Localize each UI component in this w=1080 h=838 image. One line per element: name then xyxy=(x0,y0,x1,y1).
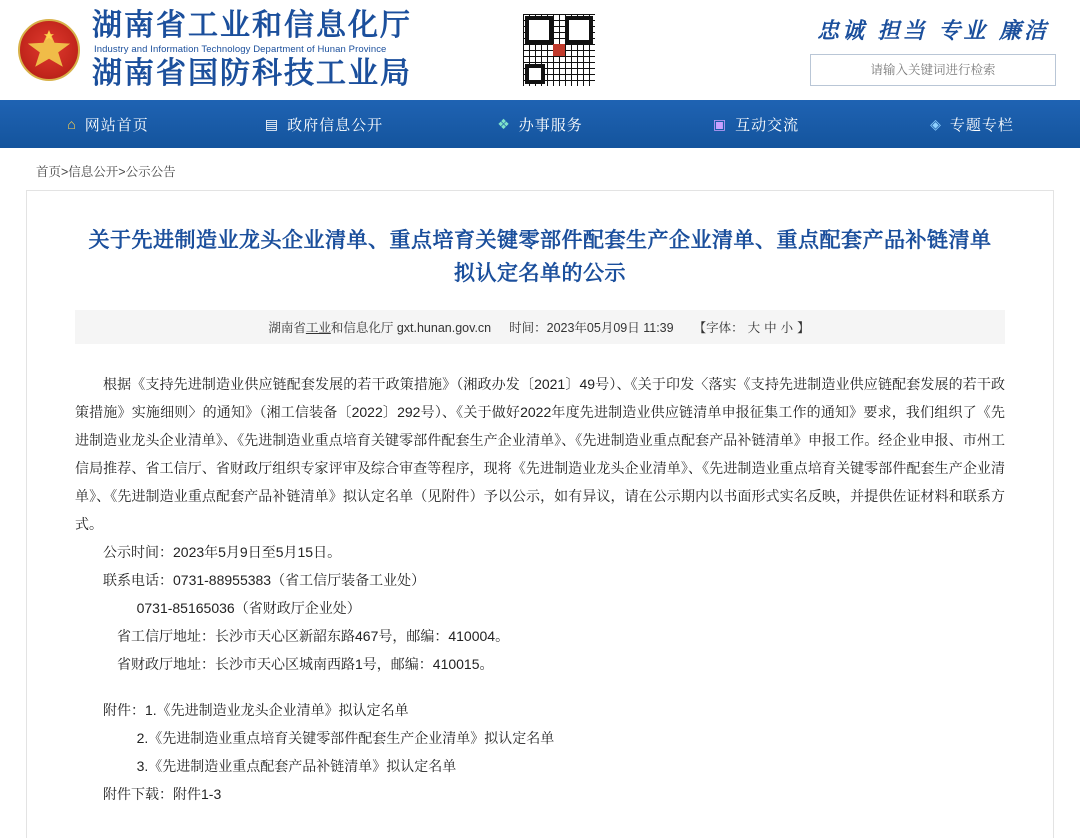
header-right xyxy=(804,14,1062,86)
breadcrumb[interactable]: 首页>信息公开>公示公告 xyxy=(0,148,1080,190)
paragraph-publicity-time: 公示时间：2023年5月9日至5月15日。 xyxy=(103,544,342,561)
chat-icon: ▣ xyxy=(712,116,728,132)
nav-item-home[interactable] xyxy=(0,100,216,148)
page-title: 关于先进制造业龙头企业清单、重点培育关键零部件配套生产企业清单、重点配套产品补链清单拟认定名单的公示 xyxy=(88,229,992,285)
nav-item-gov-info[interactable] xyxy=(216,100,432,148)
main-navigation xyxy=(0,100,1080,148)
org-name-english: Industry and Information Technology Department of Hunan Province xyxy=(94,44,387,56)
font-size-medium[interactable]: 中 xyxy=(764,321,777,336)
paragraph-address-1: 省工信厅地址：长沙市天心区新韶东路467号，邮编：410004。 xyxy=(117,628,510,645)
paragraph-main: 根据《支持先进制造业供应链配套发展的若干政策措施》（湘政办发〔2021〕49号）、《关于印发〈落实《支持先进制造业供应链配套发展的若干政策措施》实施细则〉的通知》（湘工信装备〔2022〕292号）、《关于做好2022年度先进制造业供应链清单申报征集工作的通知》要求，我们组织了《先进制造业龙头企业清单》、《先进制造业重点培育关键零部件配套生产企业清单》、《先进制造业重点配套产品补链清单》申报工作。经企业申报、市州工信局推荐、省工信厅、省财政厅组织专家评审及综合审查等程序，现将《先进制造业龙头企业清单》、《先进制造业重点培育关键零部件配套生产企业清单》、《先进制造业重点配套产品补链清单》拟认定名单（见附件）予以公示，如有异议，请在公示期内以书面形式实名反映，并提供佐证材料和联系方式。 xyxy=(75,376,1005,533)
attachment-download[interactable]: 附件下载：附件1-3 xyxy=(103,786,222,803)
national-emblem-icon: ★ xyxy=(18,19,80,81)
nav-item-label: 网站首页 xyxy=(84,116,149,134)
layers-icon: ◈ xyxy=(930,116,942,132)
document-icon: ▤ xyxy=(264,116,280,132)
home-icon: ⌂ xyxy=(67,116,77,132)
site-header xyxy=(0,0,1080,100)
search-input[interactable] xyxy=(811,55,1055,85)
nav-item-interaction[interactable] xyxy=(648,100,864,148)
article-card xyxy=(26,190,1054,838)
search-box[interactable] xyxy=(810,54,1056,86)
qr-code-icon xyxy=(522,13,596,87)
attachment-line-1: 附件：1.《先进制造业龙头企业清单》拟认定名单 xyxy=(103,702,409,719)
service-icon: ❖ xyxy=(497,116,511,132)
paragraph-phone-2: 0731-85165036（省财政厅企业处） xyxy=(136,600,361,617)
org-name-secondary: 湖南省国防科技工业局 xyxy=(92,55,412,91)
nav-item-label: 政府信息公开 xyxy=(287,116,384,134)
nav-item-label: 互动交流 xyxy=(735,116,800,134)
font-size-small[interactable]: 小 xyxy=(780,321,794,336)
article-time: 时间：2023年05月09日 11:39 xyxy=(509,321,674,336)
article-source: 湖南省工业和信息化厅 gxt.hunan.gov.cn xyxy=(268,321,492,336)
nav-item-columns[interactable] xyxy=(864,100,1080,148)
font-size-large[interactable]: 大 xyxy=(747,321,761,336)
nav-item-services[interactable] xyxy=(432,100,648,148)
article-meta xyxy=(75,310,1005,344)
org-name-primary: 湖南省工业和信息化厅 xyxy=(92,8,412,44)
nav-item-label: 办事服务 xyxy=(518,116,583,134)
font-size-controls[interactable]: 【字体： 大 中 小 】 xyxy=(693,321,810,336)
paragraph-phone-1: 联系电话：0731-88955383（省工信厅装备工业处） xyxy=(103,572,426,589)
site-slogan: 忠诚 担当 专业 廉洁 xyxy=(817,18,1049,44)
nav-item-label: 专题专栏 xyxy=(949,116,1014,134)
attachment-line-2: 2.《先进制造业重点培育关键零部件配套生产企业清单》拟认定名单 xyxy=(136,730,555,747)
site-title-block xyxy=(92,9,412,90)
paragraph-address-2: 省财政厅地址：长沙市天心区城南西路1号，邮编：410015。 xyxy=(117,656,494,673)
article-body xyxy=(75,344,1005,808)
attachment-line-3: 3.《先进制造业重点配套产品补链清单》拟认定名单 xyxy=(136,758,457,775)
